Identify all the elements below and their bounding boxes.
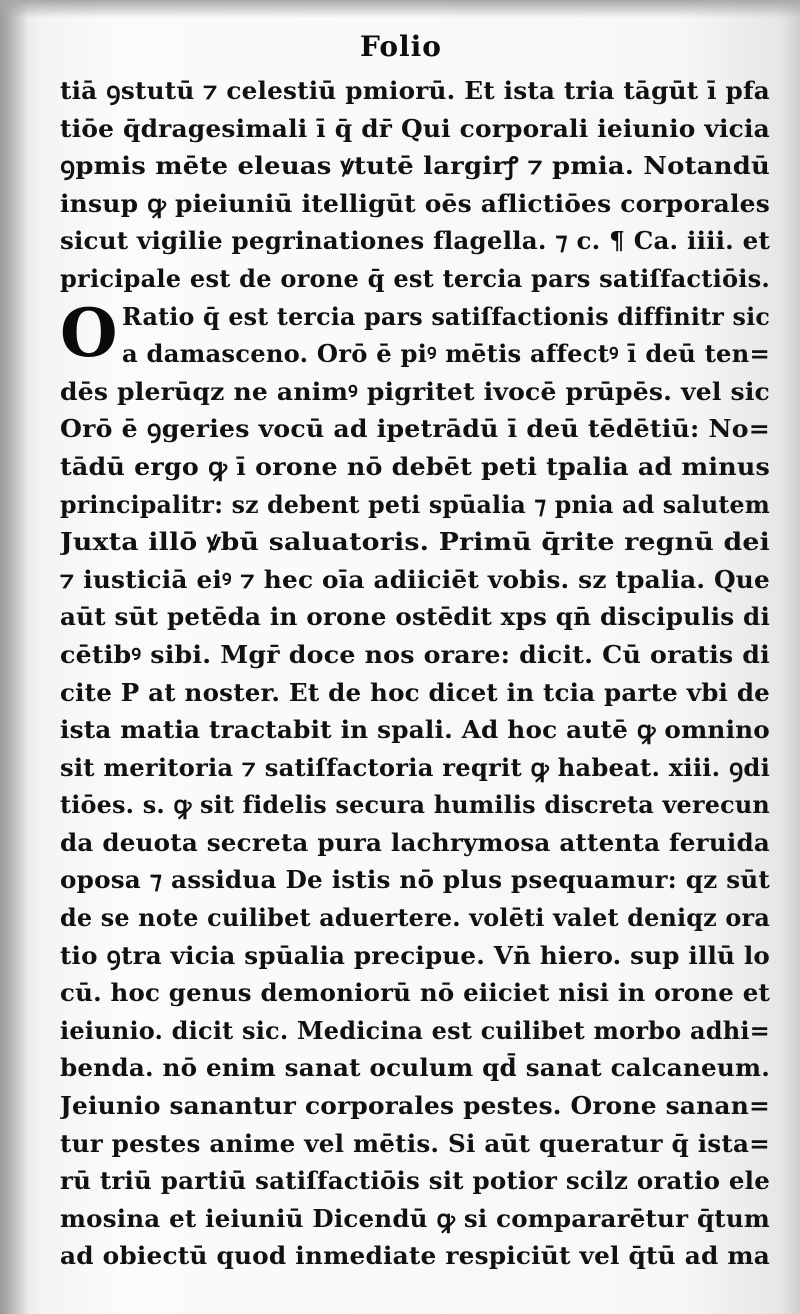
text-line: Orō ē ꝯgeries vocū ad ipetrādū ī deū tēdētiū: No= [60,414,770,444]
text-line: insup ꝙ pieiuniū itelligūt oēs aflictiōes corporales [60,188,770,218]
text-line: aūt sūt petēda in orone ostēdit xps qn̄ discipulis di [60,602,770,632]
chapter-opening [60,293,770,373]
text-line: sicut vigilie pegrinationes flagella. ⁊ c. ¶ Ca. iiii. et [60,226,770,256]
drop-cap-initial: O [60,293,118,372]
folio-heading: Folio [360,30,442,63]
text-line: tiōe q̄dragesimali ī q̄ dr̄ Qui corporali ieiunio vicia [60,113,770,143]
text-line: rū triū partiū satiſfactiōis sit potior scilz oratio ele [60,1166,770,1196]
text-line: tiā ꝯstutū ⁊ celestiū pmiorū. Et ista tria tāgūt ī pfa [60,76,770,105]
text-line: ⁊ iusticiā eiꝰ ⁊ hec oīa adiiciēt vobis. sz tpalia. Que [60,564,770,594]
text-line: da deuota secreta pura lachrymosa attenta feruida [60,827,770,857]
text-line: ista matia tractabit in spali. Ad hoc autē ꝙ omnino [60,715,770,745]
text-line: a damasceno. Orō ē piꝰ mētis affectꝰ ī deū ten= [122,339,770,369]
text-line: cū. hoc genus demoniorū nō eiiciet nisi in orone et [60,978,770,1008]
text-line: ꝯpmis mēte eleuas ꝟtutē largirꝭ ⁊ pmia. Notandū [60,151,770,181]
text-line: cite P at noster. Et de hoc dicet in tcia parte vbi de [60,677,770,707]
text-line: principalitr: sz debent peti spūalia ⁊ pnia ad salutem [60,489,770,519]
text-line: oposa ⁊ assidua De istis nō plus psequamur: qz sūt [60,865,770,895]
text-line: ad obiectū quod inmediate respiciūt vel q̄tū ad ma [60,1241,770,1271]
text-line: dēs plerūqz ne animꝰ pigritet ivocē prūpēs. vel sic [60,376,770,406]
text-line: Juxta illō ꝟbū saluatoris. Primū q̄rite regnū dei [60,527,770,557]
text-line: Jeiunio sanantur corporales pestes. Orone sanan= [60,1091,770,1121]
text-line: tio ꝯtra vicia spūalia precipue. Vn̄ hiero. sup illū lo [60,940,770,970]
body-text [60,72,770,1275]
binding-shadow [0,0,28,1314]
top-edge-shadow [0,0,800,18]
text-line: ieiunio. dicit sic. Medicina est cuilibet morbo adhi= [60,1015,770,1045]
text-line: cētibꝰ sibi. Mgr̄ doce nos orare: dicit. Cū oratis di [60,639,770,669]
text-line: tādū ergo ꝙ ī orone nō debēt peti tpalia ad minus [60,451,770,481]
text-line: pricipale est de orone q̄ est tercia pars satiſfactiōis. [60,263,770,293]
text-line: sit meritoria ⁊ satiſfactoria reqrit ꝙ habeat. xiii. ꝯdi [60,752,770,782]
text-line: de se note cuilibet aduertere. volēti valet deniqz ora [60,903,770,933]
text-line: tiōes. s. ꝙ sit fidelis secura humilis discreta verecun [60,790,770,820]
text-line: Ratio q̄ est tercia pars satiſfactionis diffinitr sic [122,301,770,331]
text-line: tur pestes anime vel mētis. Si aūt queratur q̄ ista= [60,1128,770,1158]
text-line: mosina et ieiuniū Dicendū ꝙ si compararētur q̄tum [60,1203,770,1233]
text-line: benda. nō enim sanat oculum qd̄ sanat calcaneum. [60,1053,770,1083]
